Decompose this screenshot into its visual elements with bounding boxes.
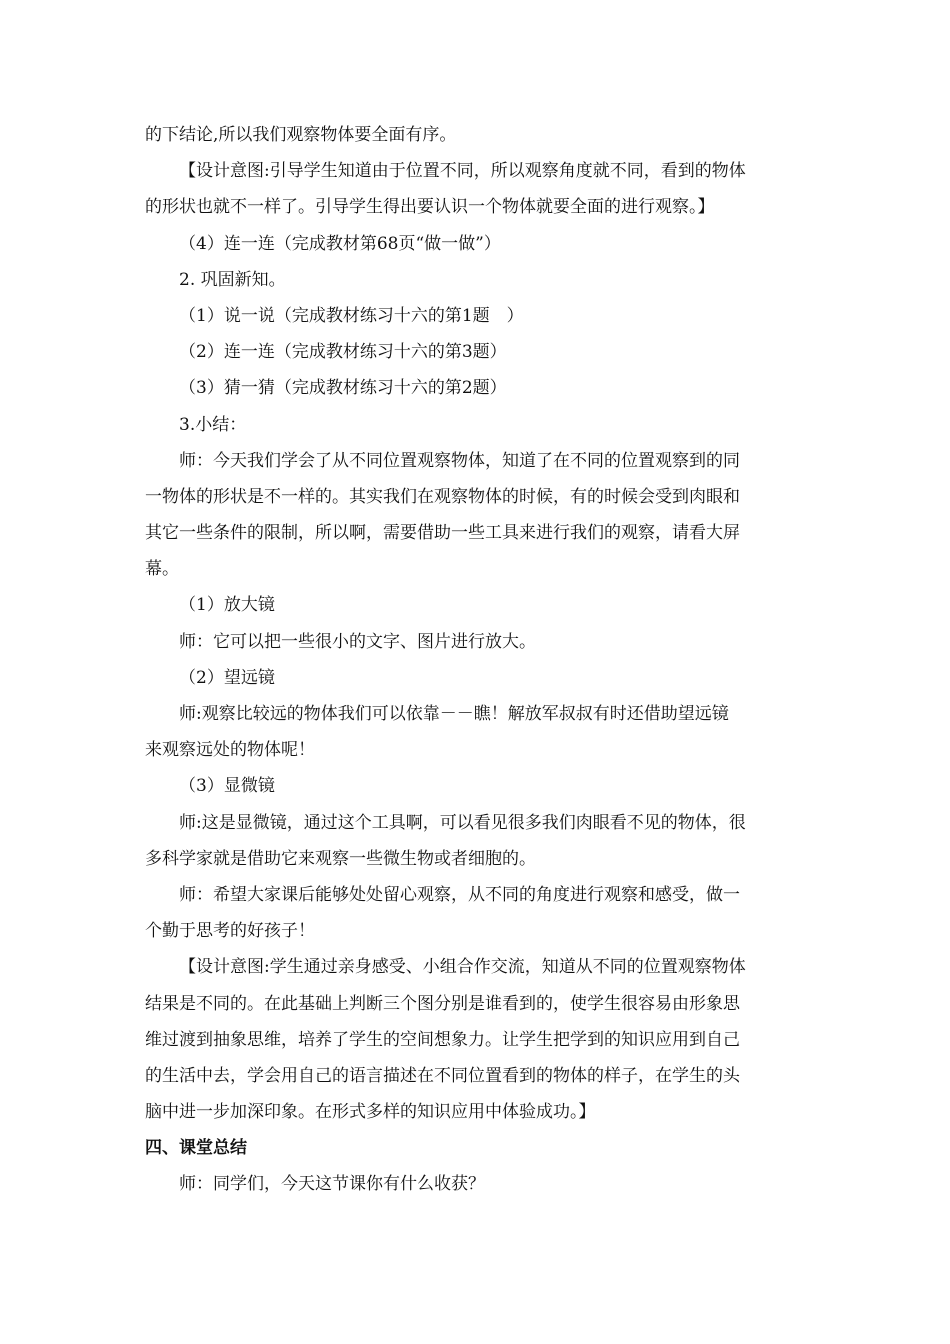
design-intent-line: 【设计意图:学生通过亲身感受、小组合作交流，知道从不同的位置观察物体 [179, 957, 746, 978]
section-heading: 四、课堂总结 [145, 1138, 247, 1159]
design-intent-line: 的形状也就不一样了。引导学生得出要认识一个物体就要全面的进行观察。】 [145, 197, 715, 218]
teacher-line: 师：同学们，今天这节课你有什么收获？ [179, 1174, 485, 1195]
document-page [145, 117, 810, 1203]
design-intent-line: 脑中进一步加深印象。在形式多样的知识应用中体验成功。】 [145, 1102, 596, 1123]
teacher-line: 一物体的形状是不一样的。其实我们在观察物体的时候，有的时候会受到肉眼和 [145, 486, 740, 507]
design-intent-line: 的生活中去，学会用自己的语言描述在不同位置看到的物体的样子，在学生的头 [145, 1065, 740, 1086]
design-intent-line: 维过渡到抽象思维，培养了学生的空间想象力。让学生把学到的知识应用到自己 [145, 1029, 740, 1050]
teacher-line: 师：它可以把一些很小的文字、图片进行放大。 [179, 631, 536, 652]
teacher-line: 个勤于思考的好孩子！ [145, 921, 315, 942]
activity-item: （1）说一说（完成教材练习十六的第1题 ） [179, 305, 524, 326]
teacher-line: 幕。 [145, 559, 179, 580]
tool-item: （2）望远镜 [179, 667, 275, 688]
design-intent-line: 结果是不同的。在此基础上判断三个图分别是谁看到的，使学生很容易由形象思 [145, 993, 740, 1014]
tool-item: （3）显微镜 [179, 776, 275, 797]
section-step: 3.小结： [179, 414, 247, 435]
teacher-line: 师：今天我们学会了从不同位置观察物体，知道了在不同的位置观察到的同 [179, 450, 740, 471]
teacher-line: 师:观察比较远的物体我们可以依靠－－瞧！解放军叔叔有时还借助望远镜 [179, 704, 729, 724]
teacher-line: 来观察远处的物体呢！ [145, 740, 315, 761]
teacher-line: 多科学家就是借助它来观察一些微生物或者细胞的。 [145, 848, 536, 869]
teacher-line: 师:这是显微镜，通过这个工具啊，可以看见很多我们肉眼看不见的物体，很 [179, 812, 746, 833]
activity-item: （4）连一连（完成教材第68页“做一做”） [179, 233, 501, 254]
section-step: 2. 巩固新知。 [179, 269, 286, 290]
activity-item: （3）猜一猜（完成教材练习十六的第2题） [179, 378, 507, 399]
design-intent-line: 【设计意图:引导学生知道由于位置不同，所以观察角度就不同，看到的物体 [179, 161, 746, 182]
teacher-line: 其它一些条件的限制，所以啊，需要借助一些工具来进行我们的观察，请看大屏 [145, 523, 740, 544]
activity-item: （2）连一连（完成教材练习十六的第3题） [179, 342, 507, 363]
paragraph-line: 的下结论,所以我们观察物体要全面有序。 [145, 125, 457, 145]
teacher-line: 师：希望大家课后能够处处留心观察，从不同的角度进行观察和感受，做一 [179, 884, 740, 905]
tool-item: （1）放大镜 [179, 595, 275, 616]
